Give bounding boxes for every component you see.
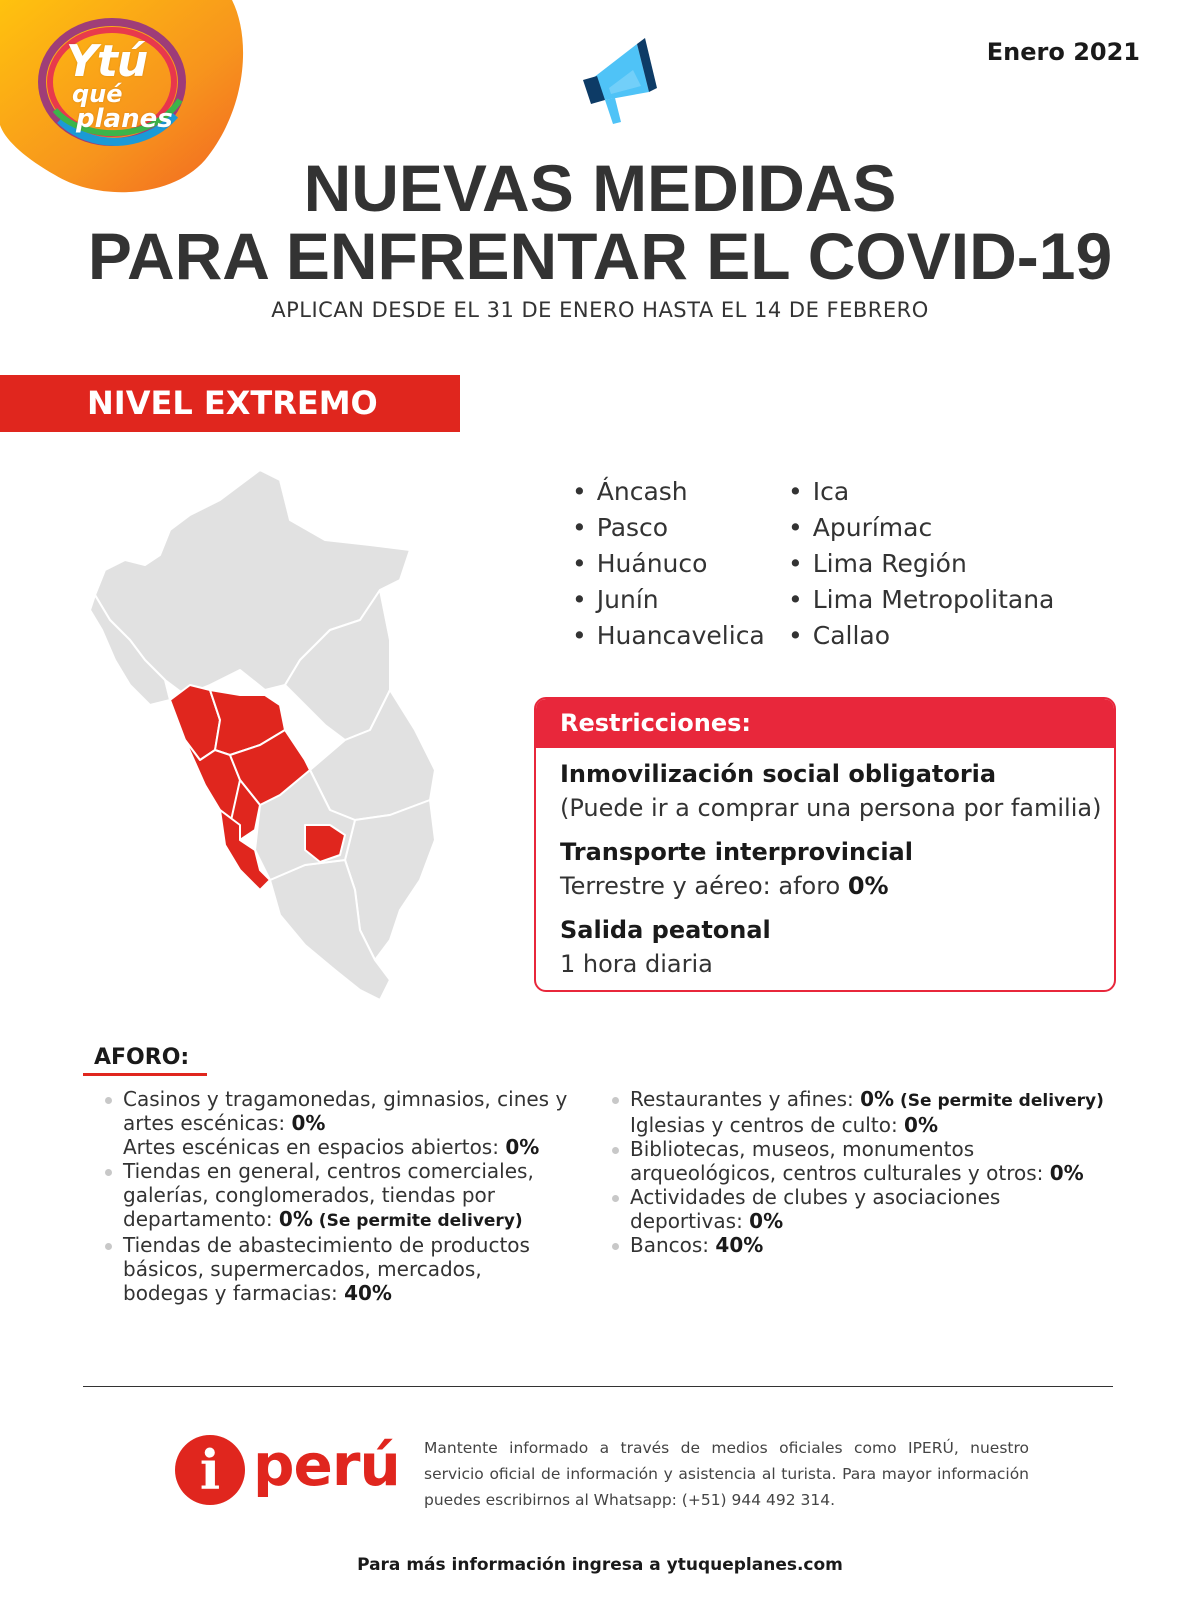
aforo-item-text: Tiendas de abastecimiento de productos básicos, supermercados, mercados, bodegas y farmacias: (123, 1233, 530, 1305)
region-item: • Lima Región (788, 546, 1054, 582)
website-line: Para más información ingresa a ytuqueplanes.com (357, 1555, 843, 1575)
regions-list-left (572, 474, 765, 654)
aforo-item-value: 40% (715, 1233, 764, 1257)
aforo-item-value: 0% (904, 1113, 939, 1137)
level-banner (0, 375, 460, 432)
restriction-item (560, 913, 1102, 981)
restriction-desc (560, 869, 1102, 903)
aforo-item-note: (Se permite delivery) (894, 1091, 1104, 1111)
logo-text-que: qué (72, 80, 123, 108)
iperu-logo (175, 1425, 400, 1515)
footer-divider (83, 1386, 1113, 1387)
aforo-item-text: Artes escénicas en espacios abiertos: (123, 1135, 506, 1159)
iperu-i-letter: i (199, 1438, 221, 1502)
aforo-item-value: 40% (344, 1281, 392, 1305)
aforo-underline (83, 1073, 207, 1076)
restriction-title: Inmovilización social obligatoria (560, 760, 997, 788)
restrictions-box (534, 697, 1116, 992)
iperu-wordmark: perú (253, 1431, 400, 1499)
aforo-item (610, 1233, 1110, 1257)
restrictions-heading: Restricciones: (560, 709, 751, 737)
aforo-item (610, 1113, 1110, 1137)
restriction-title: Salida peatonal (560, 916, 771, 944)
region-item: • Pasco (572, 510, 765, 546)
region-item: • Ica (788, 474, 1054, 510)
main-title-line2: PARA ENFRENTAR EL COVID-19 (87, 219, 1113, 293)
aforo-item (103, 1159, 573, 1233)
level-label: NIVEL EXTREMO (87, 384, 378, 422)
footer-info-text: Mantente informado a través de medios oficiales como IPERÚ, nuestro servicio oficial de información y asistencia al turista. Para mayor información puedes escribirnos al Whatsapp: (+51) 944 492 314. (424, 1439, 1029, 1509)
region-item: • Lima Metropolitana (788, 582, 1054, 618)
region-item: • Callao (788, 618, 1054, 654)
region-item: • Apurímac (788, 510, 1054, 546)
aforo-item (610, 1087, 1110, 1113)
aforo-item-value: 0% (1049, 1161, 1084, 1185)
aforo-item (103, 1087, 573, 1135)
aforo-item-text: Actividades de clubes y asociaciones deportivas: (630, 1185, 1001, 1233)
restriction-desc: 1 hora diaria (560, 950, 713, 978)
aforo-item-value: 0% (505, 1135, 540, 1159)
aforo-item-text: Bancos: (630, 1233, 716, 1257)
subtitle: APLICAN DESDE EL 31 DE ENERO HASTA EL 14 DE FEBRERO (271, 298, 929, 322)
region-item: • Huánuco (572, 546, 765, 582)
main-title-line1: NUEVAS MEDIDAS (303, 151, 897, 225)
aforo-item (103, 1135, 573, 1159)
restriction-title: Transporte interprovincial (560, 838, 913, 866)
aforo-item-value: 0% (749, 1209, 784, 1233)
restriction-item (560, 757, 1102, 825)
aforo-list-left (103, 1087, 573, 1305)
aforo-item (610, 1137, 1110, 1185)
megaphone-icon (575, 30, 675, 130)
restrictions-header (536, 699, 1114, 748)
aforo-item-text: Bibliotecas, museos, monumentos arqueológicos, centros culturales y otros: (630, 1137, 1050, 1185)
aforo-item-text: Casinos y tragamonedas, gimnasios, cines y artes escénicas: (123, 1087, 568, 1135)
restriction-desc: (Puede ir a comprar una persona por familia) (560, 794, 1102, 822)
regions-list-right (788, 474, 1054, 654)
aforo-item-text: Tiendas en general, centros comerciales, galerías, conglomerados, tiendas por departamento: (123, 1159, 534, 1231)
peru-map (90, 470, 470, 1010)
aforo-item (610, 1185, 1110, 1233)
logo-text-planes: planes (76, 104, 173, 134)
aforo-item-text: Iglesias y centros de culto: (630, 1113, 905, 1137)
region-item: • Huancavelica (572, 618, 765, 654)
aforo-item-value: 0% (278, 1207, 313, 1231)
aforo-list-right (610, 1087, 1110, 1257)
aforo-item-note: (Se permite delivery) (312, 1211, 523, 1231)
aforo-item-value: 0% (860, 1087, 895, 1111)
region-item: • Junín (572, 582, 765, 618)
aforo-item (103, 1233, 573, 1305)
logo-text-ytu: Ytú (66, 36, 148, 87)
aforo-heading: AFORO: (94, 1045, 190, 1070)
restriction-item (560, 835, 1102, 903)
region-item: • Áncash (572, 474, 765, 510)
aforo-item-text: Restaurantes y afines: (630, 1087, 861, 1111)
restriction-value: 0% (847, 872, 889, 900)
date-label: Enero 2021 (986, 38, 1140, 66)
aforo-item-value: 0% (291, 1111, 326, 1135)
restriction-desc-text: Terrestre y aéreo: aforo (560, 872, 848, 900)
